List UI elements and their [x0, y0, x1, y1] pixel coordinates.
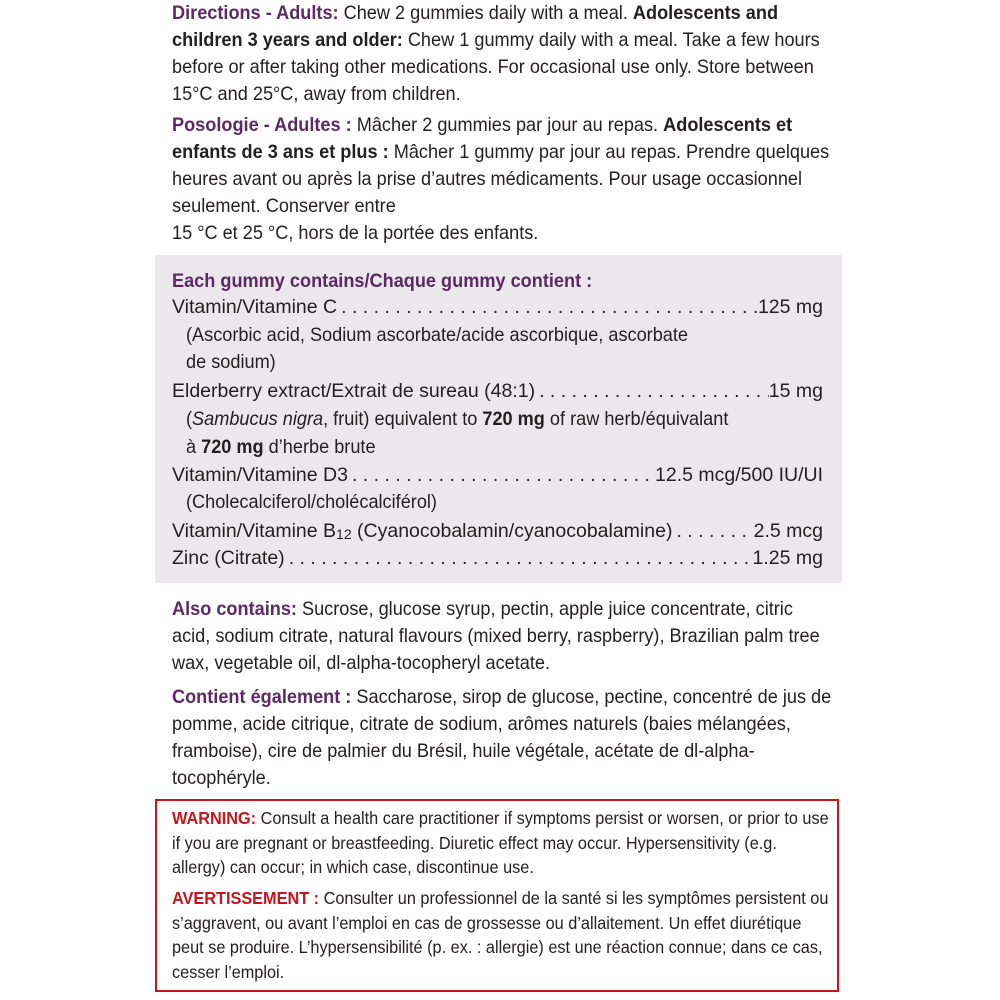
text-fragment: Vitamin/Vitamine B	[172, 520, 337, 542]
contient-text: Saccharose, sirop de glucose, pectine, concentré de jus de pomme, acide citrique, citrate de sodium, arômes naturels (baies mélangées, framboise), cire de palmier du Brésil, huile végétale, acétate de dl-alpha-tocophéryle.	[172, 686, 832, 789]
directions-adults-text: Chew 2 gummies daily with a meal.	[338, 2, 633, 24]
ingredient-amount: 125 mg	[757, 296, 823, 318]
ingredient-name: Zinc (Citrate)	[172, 547, 285, 569]
ingredient-row-vitamin-d3	[172, 462, 823, 489]
posologie-storage-text: 15 °C et 25 °C, hors de la portée des enfants.	[172, 222, 539, 244]
ingredient-source	[186, 406, 728, 433]
dot-leader	[348, 462, 655, 489]
warning-french	[172, 886, 832, 984]
ingredient-row-zinc	[172, 545, 823, 572]
directions-french	[172, 112, 832, 247]
dot-leader	[672, 518, 753, 545]
posologie-adultes-label: Posologie - Adultes :	[172, 114, 352, 136]
posologie-enfants-label: Adolescents et enfants de 3 ans et plus :	[172, 114, 793, 163]
posologie-adultes-text: Mâcher 2 gummies par jour au repas.	[351, 114, 664, 136]
equivalent-amount: 720 mg	[201, 436, 264, 458]
warning-english	[172, 806, 832, 880]
contient-label: Contient également :	[172, 686, 352, 708]
non-medicinal-french	[172, 684, 832, 792]
also-contains-text: Sucrose, glucose syrup, pectin, apple juice concentrate, citric acid, sodium citrate, natural flavours (mixed berry, raspberry), Brazilian palm tree wax, vegetable oil, dl-alpha-tocopheryl acetate.	[172, 598, 820, 674]
ingredient-source: de sodium)	[186, 351, 276, 373]
text-fragment: of raw herb/équivalant	[544, 408, 729, 430]
ingredient-amount: 2.5 mcg	[753, 520, 823, 542]
text-fragment: d’herbe brute	[263, 436, 376, 458]
ingredient-row-elderberry	[172, 378, 823, 405]
subscript: 12	[336, 526, 352, 542]
also-contains-label: Also contains:	[172, 598, 297, 620]
ingredient-row-vitamin-b12	[172, 518, 823, 545]
ingredients-title: Each gummy contains/Chaque gummy contient :	[172, 270, 593, 292]
ingredient-name: Vitamin/Vitamine C	[172, 296, 338, 318]
directions-adults-label: Directions - Adults:	[172, 2, 339, 24]
directions-english	[172, 0, 832, 108]
ingredient-row-vitamin-c	[172, 294, 823, 321]
ingredient-source	[186, 434, 376, 461]
warning-label: WARNING:	[172, 808, 257, 828]
dot-leader	[285, 545, 753, 572]
botanical-name: Sambucus nigra	[192, 408, 324, 430]
posologie-enfants-text: Mâcher 1 gummy par jour au repas. Prendre quelques heures avant ou après la prise d’autres médicaments. Pour usage occasionnel seulement. Conserver entre	[172, 141, 830, 217]
text-fragment: (Cyanocobalamin/cyanocobalamine)	[351, 520, 673, 542]
ingredient-amount: 15 mg	[768, 380, 823, 402]
ingredient-amount: 1.25 mg	[752, 547, 823, 569]
directions-children-label: Adolescents and children 3 years and older:	[172, 2, 779, 51]
directions-children-text: Chew 1 gummy daily with a meal. Take a few hours before or after taking other medications. For occasional use only. Store between 15°C and 25°C, away from children.	[172, 29, 820, 105]
avertissement-text: Consulter un professionnel de la santé si les symptômes persistent ou s’aggravent, ou avant l’emploi en cas de grossesse ou d’allaitement. Un effet diurétique peut se produire. L’hypersensibilité (p. ex. : allergie) est une réaction connue; dans ce cas, cesser l’emploi.	[172, 888, 829, 982]
ingredient-name: Elderberry extract/Extrait de sureau (48:1)	[172, 380, 536, 402]
ingredient-amount: 12.5 mcg/500 IU/UI	[655, 464, 823, 486]
avertissement-label: AVERTISSEMENT :	[172, 888, 320, 908]
ingredient-source: (Cholecalciferol/cholécalciférol)	[186, 491, 437, 513]
ingredient-name	[172, 518, 672, 545]
text-fragment: à	[186, 436, 202, 458]
text-fragment: , fruit) equivalent to	[323, 408, 483, 430]
text-fragment: (	[186, 408, 193, 430]
ingredient-name: Vitamin/Vitamine D3	[172, 464, 348, 486]
ingredient-source: (Ascorbic acid, Sodium ascorbate/acide ascorbique, ascorbate	[186, 324, 689, 346]
dot-leader	[535, 378, 769, 405]
equivalent-amount: 720 mg	[482, 408, 545, 430]
non-medicinal-english	[172, 596, 832, 677]
dot-leader	[337, 294, 758, 321]
warning-text: Consult a health care practitioner if symptoms persist or worsen, or prior to use if you are pregnant or breastfeeding. Diuretic effect may occur. Hypersensitivity (e.g. allergy) can occur; in which case, discontinue use.	[172, 808, 829, 877]
